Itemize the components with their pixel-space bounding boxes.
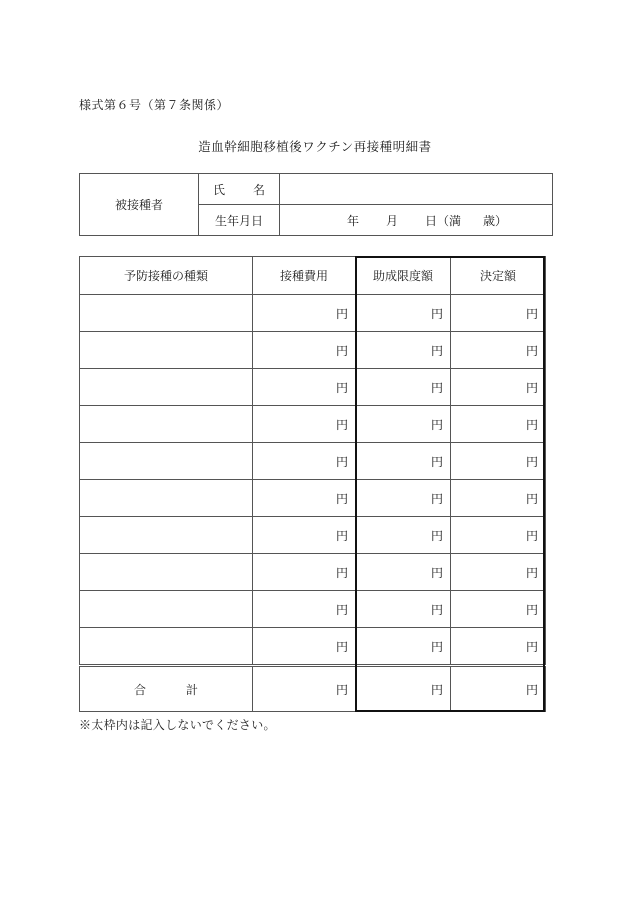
vaccination-detail-table bbox=[79, 256, 546, 712]
limit-cell: 円 bbox=[356, 591, 451, 628]
form-number: 様式第６号（第７条関係） bbox=[79, 98, 230, 112]
decided-cell: 円 bbox=[451, 443, 546, 480]
name-field[interactable] bbox=[280, 174, 553, 205]
cost-cell[interactable]: 円 bbox=[253, 443, 356, 480]
cost-cell[interactable]: 円 bbox=[253, 332, 356, 369]
limit-cell: 円 bbox=[356, 480, 451, 517]
cost-cell[interactable]: 円 bbox=[253, 554, 356, 591]
cost-cell[interactable]: 円 bbox=[253, 480, 356, 517]
decided-cell: 円 bbox=[451, 517, 546, 554]
cost-cell[interactable]: 円 bbox=[253, 369, 356, 406]
cost-cell[interactable]: 円 bbox=[253, 517, 356, 554]
limit-cell: 円 bbox=[356, 628, 451, 666]
name-label bbox=[199, 174, 280, 205]
dob-day-label: 日（満 bbox=[425, 213, 462, 228]
dob-age-label: 歳） bbox=[483, 213, 508, 228]
decided-cell: 円 bbox=[451, 369, 546, 406]
header-vaccine-type: 予防接種の種類 bbox=[80, 257, 253, 295]
table-row bbox=[80, 591, 546, 628]
vaccinee-info-table bbox=[79, 173, 553, 236]
total-limit-cell: 円 bbox=[356, 666, 451, 712]
table-header-row bbox=[80, 257, 546, 295]
vaccine-type-cell[interactable] bbox=[80, 369, 253, 406]
table-row bbox=[80, 295, 546, 332]
vaccinee-section-label: 被接種者 bbox=[80, 174, 199, 236]
limit-cell: 円 bbox=[356, 406, 451, 443]
header-subsidy-limit: 助成限度額 bbox=[356, 257, 451, 295]
dob-field[interactable] bbox=[280, 205, 553, 236]
table-row bbox=[80, 554, 546, 591]
document-title: 造血幹細胞移植後ワクチン再接種明細書 bbox=[198, 139, 432, 154]
table-row bbox=[80, 406, 546, 443]
dob-label: 生年月日 bbox=[199, 205, 280, 236]
header-decided-amount: 決定額 bbox=[451, 257, 546, 295]
decided-cell: 円 bbox=[451, 591, 546, 628]
total-label-char-1: 合 bbox=[133, 682, 146, 697]
vaccine-type-cell[interactable] bbox=[80, 517, 253, 554]
table-row bbox=[80, 443, 546, 480]
vaccine-type-cell[interactable] bbox=[80, 295, 253, 332]
header-vaccination-cost: 接種費用 bbox=[253, 257, 356, 295]
name-label-char-2: 名 bbox=[253, 182, 266, 197]
vaccine-type-cell[interactable] bbox=[80, 591, 253, 628]
decided-cell: 円 bbox=[451, 480, 546, 517]
vaccine-type-cell[interactable] bbox=[80, 554, 253, 591]
cost-cell[interactable]: 円 bbox=[253, 628, 356, 666]
detail-section bbox=[79, 256, 545, 712]
limit-cell: 円 bbox=[356, 295, 451, 332]
table-row bbox=[80, 628, 546, 666]
vaccine-type-cell[interactable] bbox=[80, 406, 253, 443]
vaccine-type-cell[interactable] bbox=[80, 628, 253, 666]
table-row bbox=[80, 480, 546, 517]
decided-cell: 円 bbox=[451, 628, 546, 666]
total-decided-cell: 円 bbox=[451, 666, 546, 712]
cost-cell[interactable]: 円 bbox=[253, 591, 356, 628]
footnote: ※太枠内は記入しないでください。 bbox=[79, 718, 276, 732]
limit-cell: 円 bbox=[356, 369, 451, 406]
limit-cell: 円 bbox=[356, 443, 451, 480]
table-row bbox=[80, 332, 546, 369]
vaccine-type-cell[interactable] bbox=[80, 443, 253, 480]
cost-cell[interactable]: 円 bbox=[253, 406, 356, 443]
dob-month-label: 月 bbox=[386, 213, 399, 228]
total-label bbox=[80, 666, 253, 712]
name-label-char-1: 氏 bbox=[212, 182, 225, 197]
table-row bbox=[80, 369, 546, 406]
limit-cell: 円 bbox=[356, 332, 451, 369]
decided-cell: 円 bbox=[451, 406, 546, 443]
decided-cell: 円 bbox=[451, 332, 546, 369]
decided-cell: 円 bbox=[451, 295, 546, 332]
table-row bbox=[80, 517, 546, 554]
limit-cell: 円 bbox=[356, 517, 451, 554]
vaccine-type-cell[interactable] bbox=[80, 480, 253, 517]
limit-cell: 円 bbox=[356, 554, 451, 591]
dob-year-label: 年 bbox=[347, 213, 360, 228]
cost-cell[interactable]: 円 bbox=[253, 295, 356, 332]
decided-cell: 円 bbox=[451, 554, 546, 591]
total-row bbox=[80, 666, 546, 712]
total-label-char-2: 計 bbox=[186, 682, 199, 697]
total-cost-cell[interactable]: 円 bbox=[253, 666, 356, 712]
vaccine-type-cell[interactable] bbox=[80, 332, 253, 369]
